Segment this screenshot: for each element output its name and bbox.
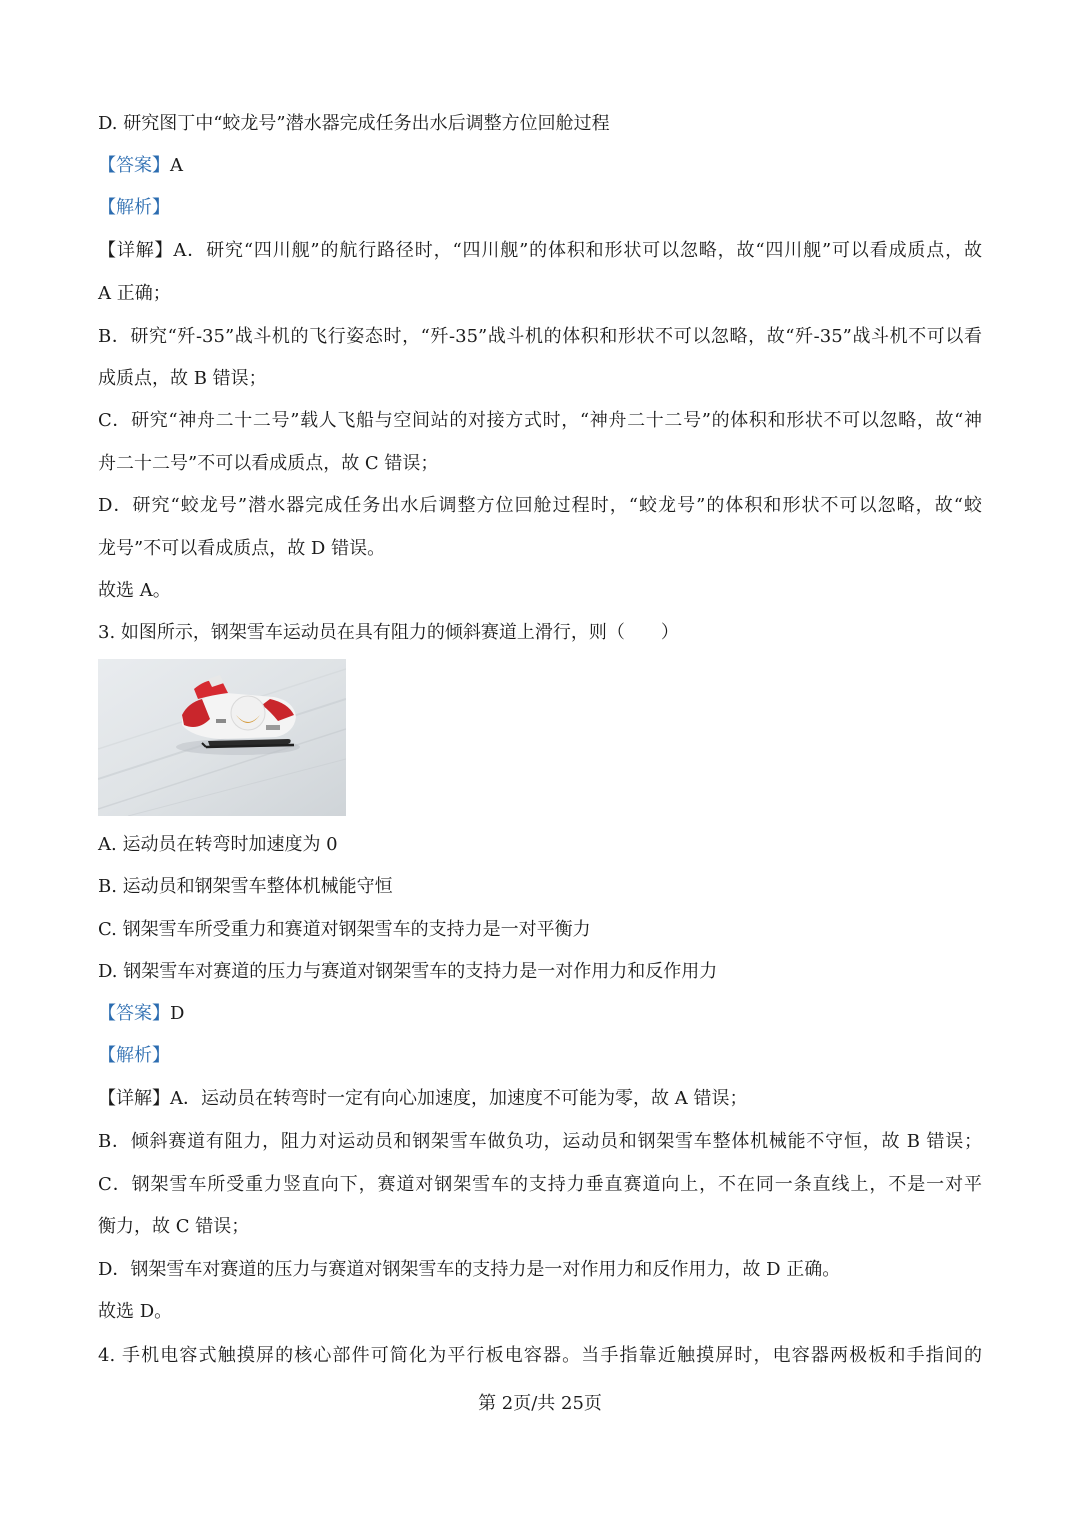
q3-detail-c-line1: C．钢架雪车所受重力竖直向下，赛道对钢架雪车的支持力垂直赛道向上，不在同一条直线上，不是一对平 (98, 1174, 982, 1195)
q3-option-d: D. 钢架雪车对赛道的压力与赛道对钢架雪车的支持力是一对作用力和反作用力 (98, 961, 718, 982)
q2-detail-c-line1: C．研究“神舟二十二号”载人飞船与空间站的对接方式时，“神舟二十二号”的体积和形状不可以忽略，故“神 (98, 410, 982, 431)
q2-conclusion: 故选 A。 (98, 580, 171, 601)
q3-option-a: A. 运动员在转弯时加速度为 0 (98, 834, 338, 855)
q3-detail-c-line2: 衡力，故 C 错误； (98, 1216, 250, 1237)
q2-option-d: D. 研究图丁中“蛟龙号”潜水器完成任务出水后调整方位回舱过程 (98, 113, 610, 134)
q2-detail-d-line1: D．研究“蛟龙号”潜水器完成任务出水后调整方位回舱过程时，“蛟龙号”的体积和形状不可以忽略，故“蛟 (98, 495, 982, 516)
q2-detail-d-line2: 龙号”不可以看成质点，故 D 错误。 (98, 538, 386, 559)
q3-detail-d: D．钢架雪车对赛道的压力与赛道对钢架雪车的支持力是一对作用力和反作用力，故 D 正确。 (98, 1259, 841, 1280)
skeleton-sled-photo (98, 659, 346, 816)
answer-value: A (170, 155, 183, 176)
q3-answer (98, 1002, 184, 1026)
q3-option-c: C. 钢架雪车所受重力和赛道对钢架雪车的支持力是一对平衡力 (98, 919, 591, 940)
answer-tag: 【答案】 (98, 155, 170, 176)
q2-detail-c-line2: 舟二十二号”不可以看成质点，故 C 错误； (98, 453, 439, 474)
answer-tag: 【答案】 (98, 1003, 170, 1024)
q3-option-b: B. 运动员和钢架雪车整体机械能守恒 (98, 876, 393, 897)
q2-detail-a-line2: A 正确； (98, 283, 171, 304)
q3-analysis-tag: 【解析】 (98, 1045, 170, 1066)
q2-detail-b-line1: B．研究“歼-35”战斗机的飞行姿态时，“歼-35”战斗机的体积和形状不可以忽略，故“歼-35”战斗机不可以看 (98, 326, 982, 347)
page-number: 第 2页/共 25页 (478, 1393, 602, 1414)
q4-stem-line1: 4. 手机电容式触摸屏的核心部件可简化为平行板电容器。当手指靠近触摸屏时，电容器两极板和手指间的 (98, 1345, 982, 1366)
q2-analysis-tag: 【解析】 (98, 197, 170, 218)
q2-detail-a-line1: 【详解】A．研究“四川舰”的航行路径时，“四川舰”的体积和形状可以忽略，故“四川舰”可以看成质点，故 (98, 240, 982, 261)
q3-detail-a: 【详解】A．运动员在转弯时一定有向心加速度，加速度不可能为零，故 A 错误； (98, 1088, 748, 1109)
q3-detail-b: B．倾斜赛道有阻力，阻力对运动员和钢架雪车做负功，运动员和钢架雪车整体机械能不守恒，故 B 错误； (98, 1131, 982, 1152)
answer-value: D (170, 1003, 185, 1024)
q3-conclusion: 故选 D。 (98, 1301, 173, 1322)
q2-answer (98, 154, 183, 178)
q2-detail-b-line2: 成质点，故 B 错误； (98, 368, 267, 389)
q3-stem: 3. 如图所示，钢架雪车运动员在具有阻力的倾斜赛道上滑行，则（ ） (98, 622, 679, 643)
